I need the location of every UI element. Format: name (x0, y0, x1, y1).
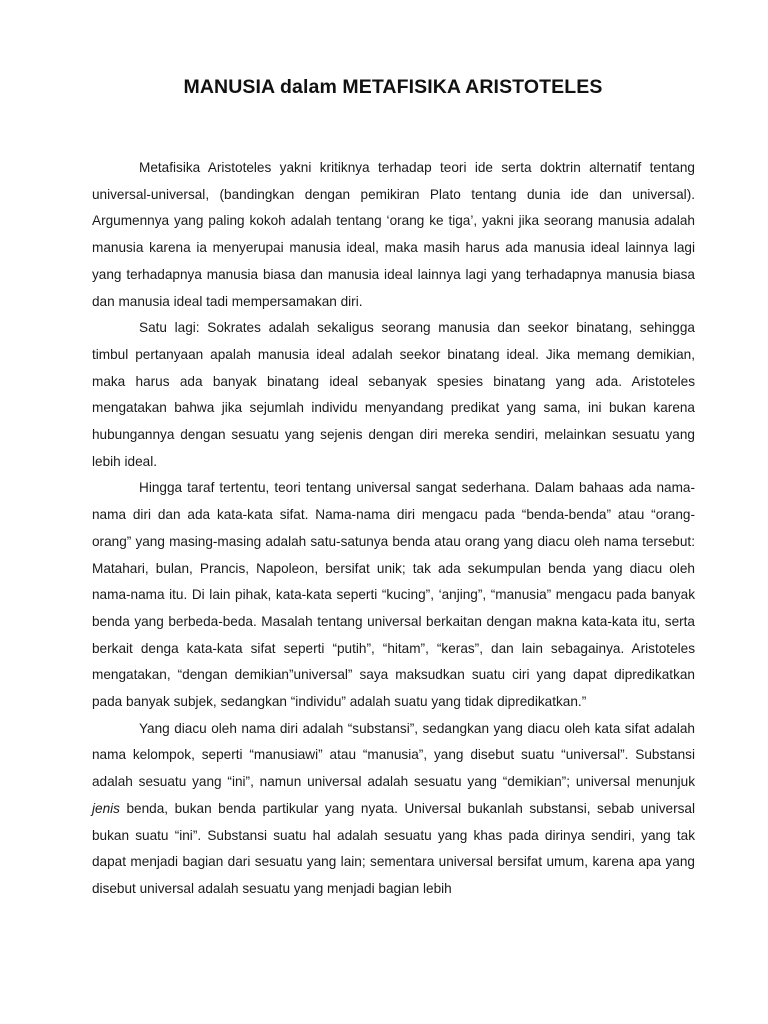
page-title: MANUSIA dalam METAFISIKA ARISTOTELES (183, 76, 603, 98)
paragraph-4-italic-word: jenis (92, 800, 120, 816)
document-body (92, 155, 695, 903)
paragraph-3: Hingga taraf tertentu, teori tentang universal sangat sederhana. Dalam bahaas ada nama-nama diri dan ada kata-kata sifat. Nama-nama diri mengacu pada “benda-benda” atau “orang-orang” yang masing-masing adalah satu-satunya benda atau orang yang diacu oleh nama tersebut: Matahari, bulan, Prancis, Napoleon, bersifat unik; tak ada sekumpulan benda yang diacu oleh nama-nama itu. Di lain pihak, kata-kata seperti “kucing”, ‘anjing”, “manusia” mengacu pada banyak benda yang berbeda-beda. Masalah tentang universal berkaitan dengan makna kata-kata itu, serta berkait denga kata-kata sifat seperti “putih”, “hitam”, “keras”, dan lain sebagainya. Aristoteles mengatakan, “dengan demikian”universal” saya maksudkan suatu ciri yang dapat dipredikatkan pada banyak subjek, sedangkan “individu” adalah suatu yang tidak dipredikatkan.” (92, 480, 695, 710)
paragraph-4-part-2: benda, bukan benda partikular yang nyata. Universal bukanlah substansi, sebab universal bukan suatu “ini”. Substansi suatu hal adalah sesuatu yang khas pada dirinya sendiri, yang tak dapat menjadi bagian dari sesuatu yang lain; sementara universal bersifat umum, karena apa yang disebut universal adalah sesuatu yang menjadi bagian lebih (92, 800, 695, 896)
paragraph-2: Satu lagi: Sokrates adalah sekaligus seorang manusia dan seekor binatang, sehingga timbul pertanyaan apalah manusia ideal adalah seekor binatang ideal. Jika memang demikian, maka harus ada banyak binatang ideal sebanyak spesies binatang yang ada. Aristoteles mengatakan bahwa jika sejumlah individu menyandang predikat yang sama, ini bukan karena hubungannya dengan sesuatu yang sejenis dengan diri mereka sendiri, melainkan sesuatu yang lebih ideal. (92, 320, 695, 469)
paragraph-4 (92, 716, 695, 903)
paragraph-4-part-1: Yang diacu oleh nama diri adalah “substansi”, sedangkan yang diacu oleh kata sifat adalah nama kelompok, seperti “manusiawi” atau “manusia”, yang disebut suatu “universal”. Substansi adalah sesuatu yang “ini”, namun universal adalah sesuatu yang “demikian”; universal menunjuk (92, 720, 695, 790)
paragraph-1: Metafisika Aristoteles yakni kritiknya terhadap teori ide serta doktrin alternatif tentang universal-universal, (bandingkan dengan pemikiran Plato tentang dunia ide dan universal). Argumennya yang paling kokoh adalah tentang ‘orang ke tiga’, yakni jika seorang manusia adalah manusia karena ia menyerupai manusia ideal, maka masih harus ada manusia ideal lainnya lagi yang terhadapnya manusia biasa dan manusia ideal lainnya lagi yang terhadapnya manusia biasa dan manusia ideal tadi mempersamakan diri. (92, 160, 695, 309)
